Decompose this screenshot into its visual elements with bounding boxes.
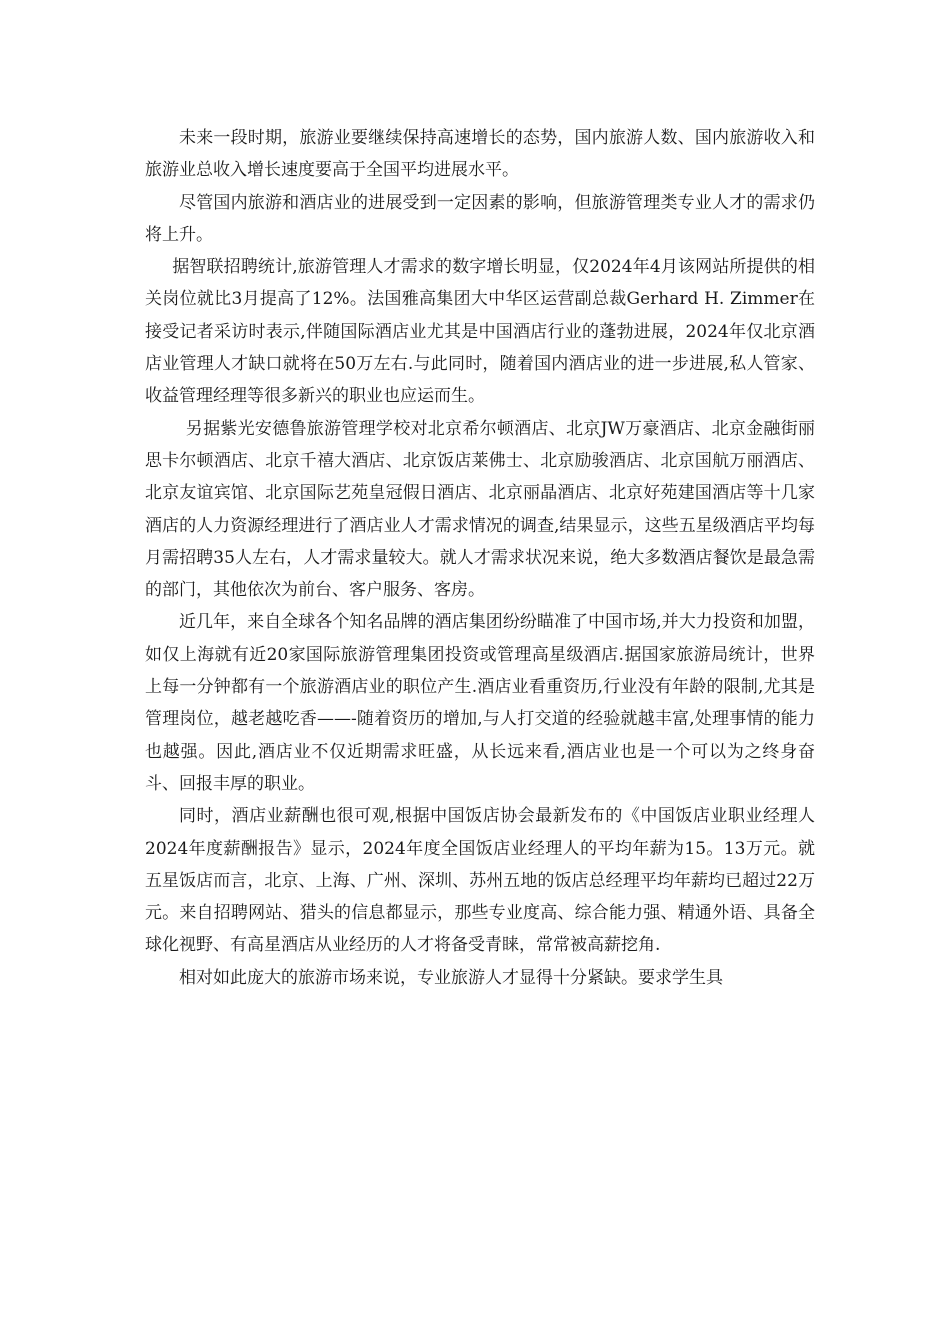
paragraph-talent-demand: 尽管国内旅游和酒店业的进展受到一定因素的影响，但旅游管理类专业人才的需求仍将上升。 [145, 192, 815, 245]
paragraph-hotel-survey: 另据紫光安德鲁旅游管理学校对北京希尔顿酒店、北京JW万豪酒店、北京金融街丽思卡尔顿酒店、北京千禧大酒店、北京饭店莱佛士、北京励骏酒店、北京国航万丽酒店、北京友谊宾馆、北京国际艺苑皇冠假日酒店、北京丽晶酒店、北京好苑建国酒店等十几家酒店的人力资源经理进行了酒店业人才需求情况的调查,结果显示，这些五星级酒店平均每月需招聘35人左右，人才需求量较大。就人才需求状况来说，绝大多数酒店餐饮是最急需的部门，其他依次为前台、客户服务、客房。 [145, 418, 815, 601]
paragraph-salary-report: 同时，酒店业薪酬也很可观,根据中国饭店协会最新发布的《中国饭店业职业经理人2024年度薪酬报告》显示，2024年度全国饭店业经理人的平均年薪为15。13万元。就五星饭店而言，北京、上海、广州、深圳、苏州五地的饭店总经理平均年薪均已超过22万元。来自招聘网站、猎头的信息都显示，那些专业度高、综合能力强、精通外语、具备全球化视野、有高星酒店从业经历的人才将备受青睐，常常被高薪挖角. [145, 806, 815, 956]
paragraph-zhilian-stats: 据智联招聘统计,旅游管理人才需求的数字增长明显，仅2024年4月该网站所提供的相关岗位就比3月提高了12%。法国雅高集团大中华区运营副总裁Gerhard H. Zimmer在接受记者采访时表示,伴随国际酒店业尤其是中国酒店行业的蓬勃进展，2024年仅北京酒店业管理人才缺口就将在50万左右.与此同时，随着国内酒店业的进一步进展,私人管家、收益管理经理等很多新兴的职业也应运而生。 [145, 257, 815, 407]
paragraph-tourism-growth: 未来一段时期，旅游业要继续保持高速增长的态势，国内旅游人数、国内旅游收入和旅游业总收入增长速度要高于全国平均进展水平。 [145, 128, 815, 181]
paragraph-talent-shortage: 相对如此庞大的旅游市场来说，专业旅游人才显得十分紧缺。要求学生具 [179, 967, 723, 988]
paragraph-hotel-groups: 近几年，来自全球各个知名品牌的酒店集团纷纷瞄准了中国市场,并大力投资和加盟，如仅上海就有近20家国际旅游管理集团投资或管理高星级酒店.据国家旅游局统计，世界上每一分钟都有一个旅游酒店业的职位产生.酒店业看重资历,行业没有年龄的限制,尤其是管理岗位，越老越吃香——-随着资历的增加,与人打交道的经验就越丰富,处理事情的能力也越强。因此,酒店业不仅近期需求旺盛，从长远来看,酒店业也是一个可以为之终身奋斗、回报丰厚的职业。 [145, 612, 815, 794]
document-body [145, 122, 815, 994]
